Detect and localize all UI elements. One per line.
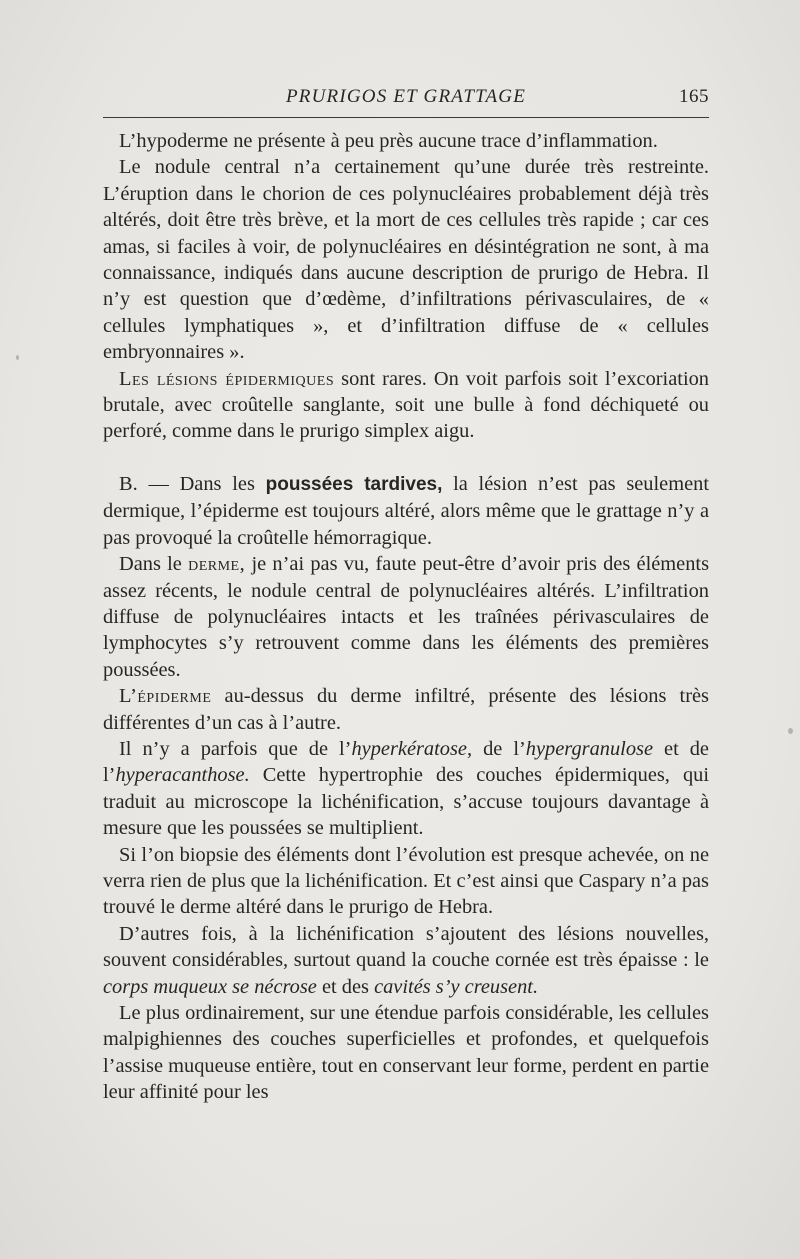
term-hypergranulose: hypergranulose	[525, 737, 654, 760]
paragraph-derme	[103, 551, 709, 683]
section-b-lead: B. — Dans les	[119, 472, 266, 495]
paragraph-autres-fois	[103, 921, 709, 1000]
term-hyperkeratose: hyperkératose,	[351, 737, 473, 760]
paragraph-text: et des	[316, 975, 375, 998]
lesions-epidermiques-heading: Les lésions épidermiques	[119, 367, 335, 390]
paragraph-text: Cette hypertrophie des couches épidermiques, qui traduit au microscope la lichénification, s’accuse toujours davantage à mesure que les poussées se multiplient.	[103, 764, 709, 840]
header-rule	[103, 117, 709, 118]
paragraph-text: D’autres fois, à la lichénification s’ajoutent des lésions nouvelles, souvent considérables, surtout quand la couche cornée est très épaisse : le	[103, 922, 709, 972]
paragraph-text: sont rares. On voit parfois soit l’excoriation brutale, avec croûtelle sanglante, soit une bulle à fond déchiqueté ou perforé, comme dans le prurigo simplex aigu.	[103, 367, 709, 443]
epiderme-heading: L’épiderme	[119, 685, 212, 708]
poussees-tardives-term: poussées tardives,	[265, 473, 443, 495]
paragraph-text: la lésion n’est pas seulement dermique, l’épiderme est toujours altéré, alors même que le grattage n’y a pas provoqué la croûtelle hémorragique.	[103, 472, 709, 549]
paragraph-text: au-dessus du derme infiltré, présente des lésions très différentes d’un cas à l’autre.	[103, 685, 709, 734]
paragraph-biopsie: Si l’on biopsie des éléments dont l’évolution est presque achevée, on ne verra rien de plus que la lichénification. Et c’est ainsi que Caspary n’a pas trouvé le derme altéré dans le prurigo de Hebra.	[103, 843, 709, 919]
ink-spot	[788, 728, 793, 734]
paragraph-hyperkeratose	[103, 736, 709, 842]
paragraph-nodule-central: Le nodule central n’a certainement qu’une durée très restreinte. L’éruption dans le chorion de ces polynucléaires probablement déjà très altérés, doit être très brève, et la mort de ces cellules très rapide ; car ces amas, si faciles à voir, de polynucléaires en désintégration ne sont, à ma connaissance, indiqués dans aucune description de prurigo de Hebra. Il n’y est question que d’œdème, d’infiltrations périvasculaires, de « cellules lymphatiques », et d’infiltration diffuse de « cellules embryonnaires ».	[103, 156, 709, 364]
ink-spot	[16, 355, 19, 360]
paragraph-plus-ordinairement: Le plus ordinairement, sur une étendue parfois considérable, les cellules malpighiennes des couches superficielles et profondes, et quelquefois l’assise muqueuse entière, tout en conservant leur forme, perdent en partie leur affinité pour les	[103, 1002, 709, 1104]
derme-heading: derme,	[188, 553, 246, 576]
paragraph-hypoderme: L’hypoderme ne présente à peu près aucune trace d’inflammation.	[119, 130, 658, 152]
paragraph-epiderme	[103, 683, 709, 736]
paragraph-text: Il n’y a parfois que de l’	[119, 737, 352, 760]
term-hyperacanthose: hyperacanthose.	[115, 764, 250, 787]
running-title: PRURIGOS ET GRATTAGE	[285, 86, 527, 107]
term-cavites: cavités s’y creusent.	[374, 975, 539, 998]
paragraph-text: Dans le	[119, 553, 189, 576]
page-number: 165	[679, 86, 709, 107]
paragraph-text: et de l’	[103, 737, 709, 787]
term-corps-muqueux: corps muqueux se nécrose	[103, 975, 317, 998]
paragraph-text: de l’	[472, 737, 526, 760]
paragraph-lesions-epidermiques	[103, 366, 709, 445]
page-header	[103, 84, 709, 112]
paragraph-text: je n’ai pas vu, faute peut-être d’avoir pris des éléments assez récents, le nodule central de polynucléaires altérés. L’infiltration diffuse de polynucléaires intacts et les traînées périvasculaires de lymphocytes s’y retrouvent comme dans les éléments des premières poussées.	[103, 553, 709, 681]
body-text	[103, 128, 709, 1106]
paragraph-section-b	[103, 471, 709, 551]
